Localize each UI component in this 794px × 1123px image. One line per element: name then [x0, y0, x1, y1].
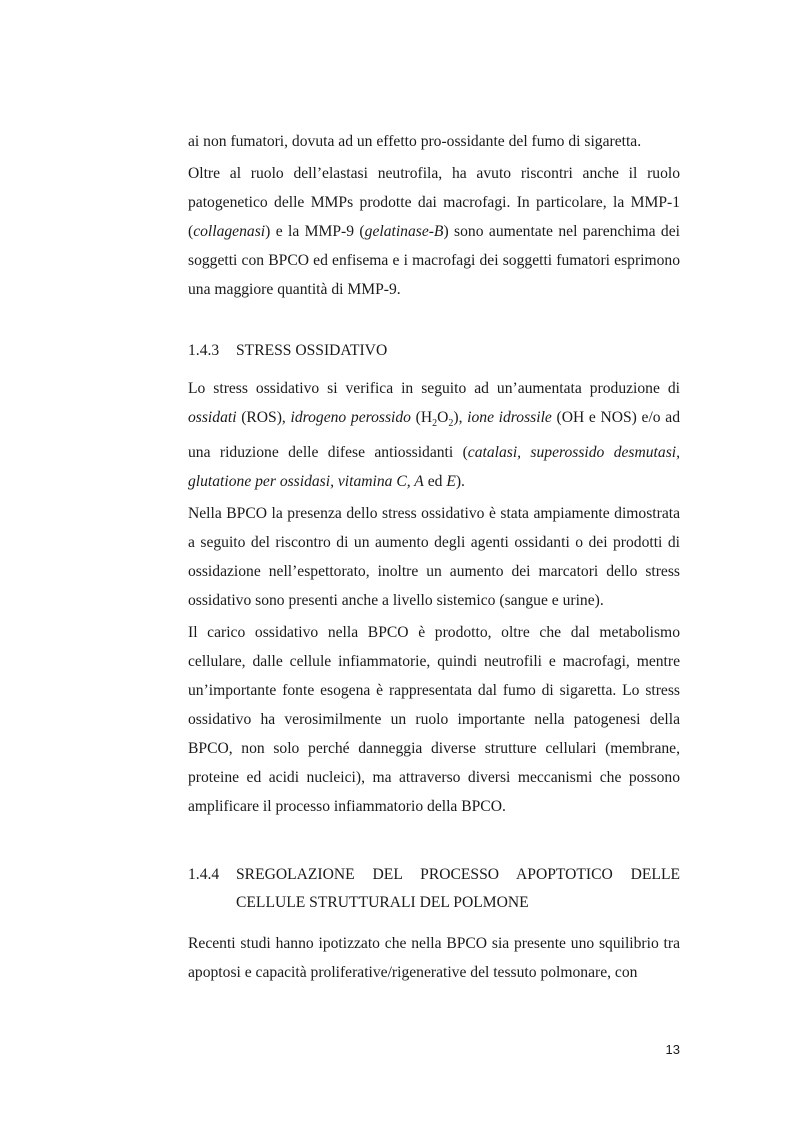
section-title: STRESS OSSIDATIVO — [236, 342, 388, 359]
page-number: 13 — [665, 1042, 680, 1057]
section-number: 1.4.4 — [188, 866, 220, 883]
section-heading-1-4-3 — [188, 337, 680, 365]
text-block-2 — [188, 374, 680, 821]
section-title-line-1: SREGOLAZIONE DEL PROCESSO APOPTOTICO DELLE — [236, 866, 680, 883]
section-title-line-2: CELLULE STRUTTURALI DEL POLMONE — [236, 894, 529, 911]
text-block-1 — [188, 127, 680, 304]
section-number: 1.4.3 — [188, 342, 220, 359]
section-heading-1-4-4 — [188, 861, 680, 917]
paragraph-oxidative-load: Il carico ossidativo nella BPCO è prodotto, oltre che dal metabolismo cellulare, dalle cellule infiammatorie, quindi neutrofili e macrofagi, mentre un’importante fonte esogena è rappresentata dal fumo di sigaretta. Lo stress ossidativo ha verosimilmente un ruolo importante nella patogenesi della BPCO, non solo perché danneggia diverse strutture cellulari (membrane, proteine ed acidi nucleici), ma attraverso diversi meccanismi che possono amplificare il processo infiammatorio della BPCO. — [188, 624, 680, 816]
paragraph-stress-definition: Lo stress ossidativo si verifica in seguito ad un’aumentata produzione di ossidati (ROS), idrogeno perossido $(H_2O_2)$, ione idrossile (OH e NOS) e/o ad una riduzione delle difese antiossidanti (catalasi, superossido desmutasi, glutatione per ossidasi, vitamina C, A ed E). — [188, 380, 680, 491]
paragraph-mmps: Oltre al ruolo dell’elastasi neutrofila, ha avuto riscontri anche il ruolo patogenetico delle MMPs prodotte dai macrofagi. In particolare, la MMP-1 (collagenasi) e la MMP-9 (gelatinase-B) sono aumentate nel parenchima dei soggetti con BPCO ed enfisema e i macrofagi dei soggetti fumatori esprimono una maggiore quantità di MMP-9. — [188, 165, 680, 298]
paragraph-apoptosis: Recenti studi hanno ipotizzato che nella BPCO sia presente uno squilibrio tra apoptosi e capacità proliferative/rigenerative del tessuto polmonare, con — [188, 935, 680, 981]
paragraph-continuation: ai non fumatori, dovuta ad un effetto pro-ossidante del fumo di sigaretta. — [188, 133, 642, 150]
text-block-3 — [188, 929, 680, 987]
paragraph-stress-evidence: Nella BPCO la presenza dello stress ossidativo è stata ampiamente dimostrata a seguito del riscontro di un aumento degli agenti ossidanti o dei prodotti di ossidazione nell’espettorato, inoltre un aumento dei marcatori dello stress ossidativo sono presenti anche a livello sistemico (sangue e urine). — [188, 505, 680, 610]
